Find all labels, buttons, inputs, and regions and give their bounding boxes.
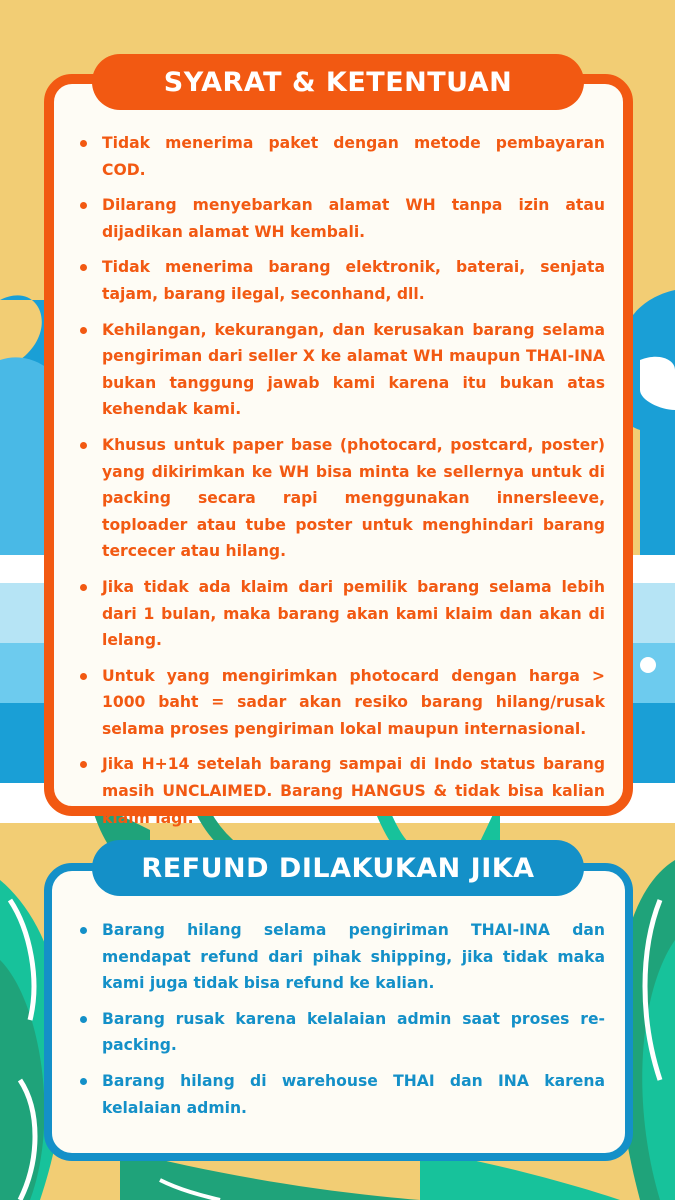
list-item-text: Jika tidak ada klaim dari pemilik barang selama lebih dari 1 bulan, maka barang akan kami klaim dan akan di lelang. — [102, 577, 605, 650]
bullet-icon — [80, 442, 87, 449]
list-item — [78, 574, 605, 654]
bullet-icon — [80, 327, 87, 334]
list-item — [78, 1068, 605, 1121]
list-item-text: Barang hilang di warehouse THAI dan INA karena kelalaian admin. — [102, 1071, 605, 1117]
bullet-icon — [80, 1078, 87, 1085]
refund-title: REFUND DILAKUKAN JIKA — [92, 840, 584, 896]
list-item-text: Barang hilang selama pengiriman THAI-INA dan mendapat refund dari pihak shipping, jika tidak maka kami juga tidak bisa refund ke kalian. — [102, 921, 605, 993]
terms-title: SYARAT & KETENTUAN — [92, 54, 584, 110]
bullet-icon — [80, 584, 87, 591]
refund-list — [78, 917, 605, 1130]
list-item — [78, 1006, 605, 1059]
list-item-text: Tidak menerima barang elektronik, baterai, senjata tajam, barang ilegal, seconhand, dll. — [102, 258, 605, 303]
list-item — [78, 917, 605, 997]
sea-bubble — [640, 657, 656, 673]
list-item-text: Barang rusak karena kelalaian admin saat proses re-packing. — [102, 1009, 605, 1055]
list-item-text: Jika H+14 setelah barang sampai di Indo status barang masih UNCLAIMED. Barang HANGUS & tidak bisa kalian klaim lagi. — [102, 755, 605, 827]
list-item — [78, 130, 605, 183]
bullet-icon — [80, 1016, 87, 1023]
list-item-text: Khusus untuk paper base (photocard, postcard, poster) yang dikirimkan ke WH bisa minta ke sellernya untuk di packing secara rapi menggunakan innersleeve, toploader atau tube poster untuk menghindari barang tercecer atau hilang. — [102, 435, 605, 561]
bullet-icon — [80, 761, 87, 768]
list-item — [78, 751, 605, 831]
list-item — [78, 192, 605, 245]
list-item-text: Tidak menerima paket dengan metode pembayaran COD. — [102, 134, 605, 179]
list-item-text: Dilarang menyebarkan alamat WH tanpa izin atau dijadikan alamat WH kembali. — [102, 196, 605, 241]
list-item — [78, 663, 605, 743]
list-item-text: Kehilangan, kekurangan, dan kerusakan barang selama pengiriman dari seller X ke alamat WH maupun THAI-INA bukan tanggung jawab kami karena itu bukan atas kehendak kami. — [102, 320, 605, 419]
bullet-icon — [80, 927, 87, 934]
list-item — [78, 317, 605, 423]
bullet-icon — [80, 202, 87, 209]
bullet-icon — [80, 264, 87, 271]
list-item — [78, 254, 605, 307]
terms-list — [78, 130, 605, 840]
list-item — [78, 432, 605, 565]
bullet-icon — [80, 673, 87, 680]
bullet-icon — [80, 140, 87, 147]
list-item-text: Untuk yang mengirimkan photocard dengan harga > 1000 baht = sadar akan resiko barang hilang/rusak selama proses pengiriman lokal maupun internasional. — [102, 666, 605, 738]
